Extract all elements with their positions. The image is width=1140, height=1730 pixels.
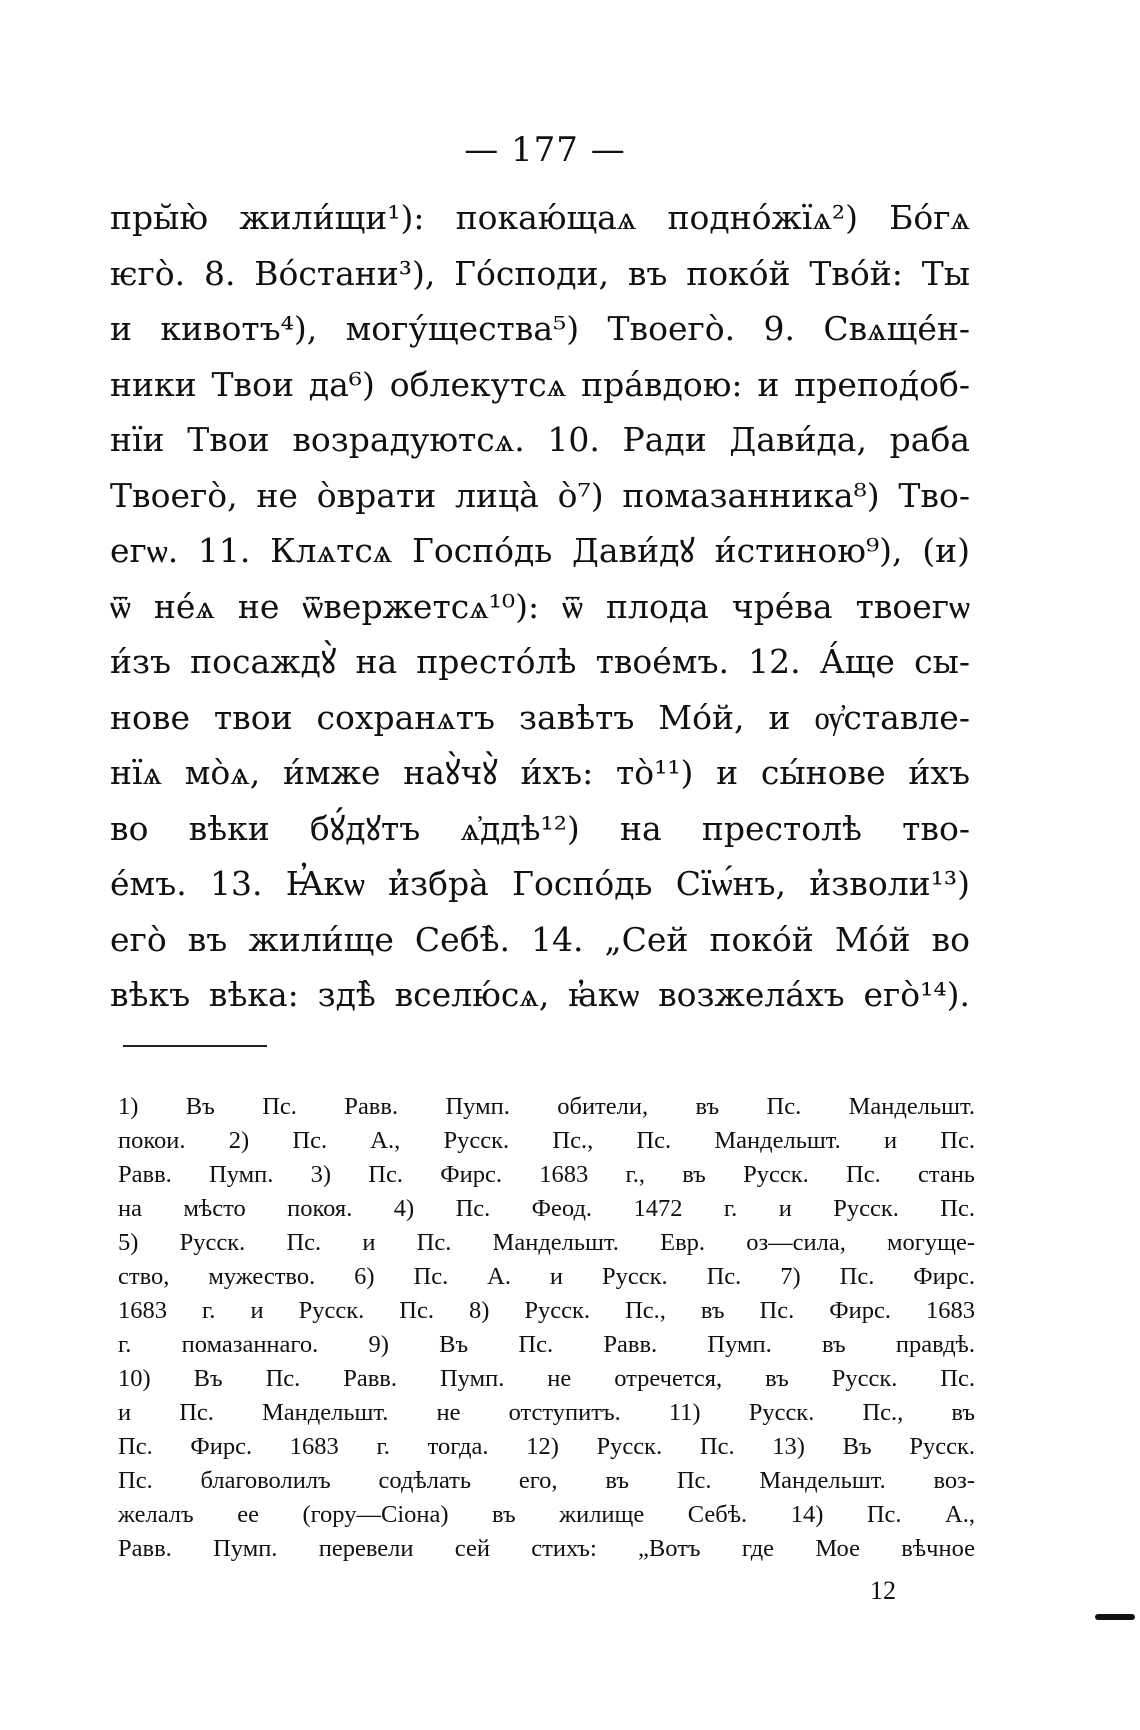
page-number: — 177 —: [464, 130, 626, 170]
footnote-line: желалъ ее (гору—Сіона) въ жилище Себѣ. 14) Пс. А.,: [118, 1501, 975, 1528]
text-line: ники Твои да⁶) облекутсѧ пра́вдою: и препод́об-: [110, 364, 970, 404]
text-line: нїѧ мо̀ѧ, и́мже наꙋ̀чꙋ̀ и́хъ: то̀¹¹) и сы́нове и́хъ: [110, 753, 970, 792]
footnote-line: ство, мужество. 6) Пс. А. и Русск. Пс. 7) Пс. Фирс.: [118, 1263, 975, 1290]
text-line: вѣкъ вѣка: здѣ̀ вселю́сѧ, ꙗ̓кѡ возжела́хъ его̀¹⁴).: [110, 975, 970, 1014]
text-line: и кивотъ⁴), могу́щества⁵) Твоего̀. 9. Свѧще́н-: [110, 309, 970, 348]
text-line: е́мъ. 13. Ꙗ̓кѡ и̓збра̀ Госпо́дь Сїѡ́нъ, и̓зволи¹³): [110, 864, 970, 903]
text-line: его̀ въ жили́ще Себѣ̀. 14. „Сей поко́й Мо́й во: [110, 919, 970, 959]
signature-mark: 12: [870, 1576, 896, 1605]
footnote-line: и Пс. Мандельшт. не отступитъ. 11) Русск. Пс., въ: [118, 1399, 975, 1426]
psalm-body-text: [110, 190, 970, 1023]
footnote-line: 10) Въ Пс. Равв. Пумп. не отречется, въ Русск. Пс.: [118, 1365, 975, 1392]
text-line: ѥго̀. 8. Вόстани³), Го́споди, въ поко́й Тво́й: Ты: [110, 253, 970, 293]
text-line: ѿ не́ѧ не ѿвержетсѧ¹⁰): ѿ плода чре́ва твоегѡ: [110, 586, 970, 626]
footnote-line: 5) Русск. Пс. и Пс. Мандельшт. Евр. оз—сила, могуще-: [118, 1229, 975, 1256]
text-line: и́зъ посаждꙋ̀ на престо́лѣ твое́мъ. 12. А́ще сы-: [110, 642, 970, 681]
footnote-line: 1) Въ Пс. Равв. Пумп. обители, въ Пс. Мандельшт.: [118, 1093, 975, 1120]
text-line: нїи Твои возрадуютсѧ. 10. Ради Дави́да, раба: [110, 420, 970, 459]
footnote-line: на мѣсто покоя. 4) Пс. Феод. 1472 г. и Русск. Пс.: [118, 1195, 975, 1222]
footnote-line: Равв. Пумп. перевели сей стихъ: „Вотъ где Мое вѣчное: [118, 1535, 975, 1562]
footnote-line: 1683 г. и Русск. Пс. 8) Русск. Пс., въ Пс. Фирс. 1683: [118, 1297, 975, 1324]
footnote-line: г. помазаннаго. 9) Въ Пс. Равв. Пумп. въ правдѣ.: [118, 1331, 975, 1358]
footnote-line: Пс. Фирс. 1683 г. тогда. 12) Русск. Пс. 13) Въ Русск.: [118, 1433, 975, 1460]
footnote-line: Равв. Пумп. 3) Пс. Фирс. 1683 г., въ Русск. Пс. стань: [118, 1161, 975, 1188]
text-line: во вѣки бꙋ́дꙋтъ ѧ̓ддѣ¹²) на престолѣ тво-: [110, 808, 970, 848]
text-line: нове твои сохранѧтъ завѣтъ Мо́й, и ѹ̓ставле-: [110, 697, 970, 737]
footnotes: [118, 1090, 975, 1566]
text-line: егѡ. 11. Клѧтсѧ Госпо́дь Дави́дꙋ и́стиною⁹), (и): [110, 531, 970, 570]
footnote-divider: [123, 1045, 267, 1047]
text-line: Твоего̀, не о̀врати лица̀ о̀⁷) помазанника⁸) Тво-: [110, 475, 970, 515]
text-line: пры̆ю̀ жили́щи¹): покаю́щаѧ подно́жїѧ²) Бо́гѧ: [110, 198, 970, 237]
footnote-line: покои. 2) Пс. А., Русск. Пс., Пс. Мандельшт. и Пс.: [118, 1127, 975, 1154]
edge-mark: [1095, 1614, 1135, 1620]
footnote-line: Пс. благоволилъ содѣлать его, въ Пс. Мандельшт. воз-: [118, 1467, 975, 1494]
